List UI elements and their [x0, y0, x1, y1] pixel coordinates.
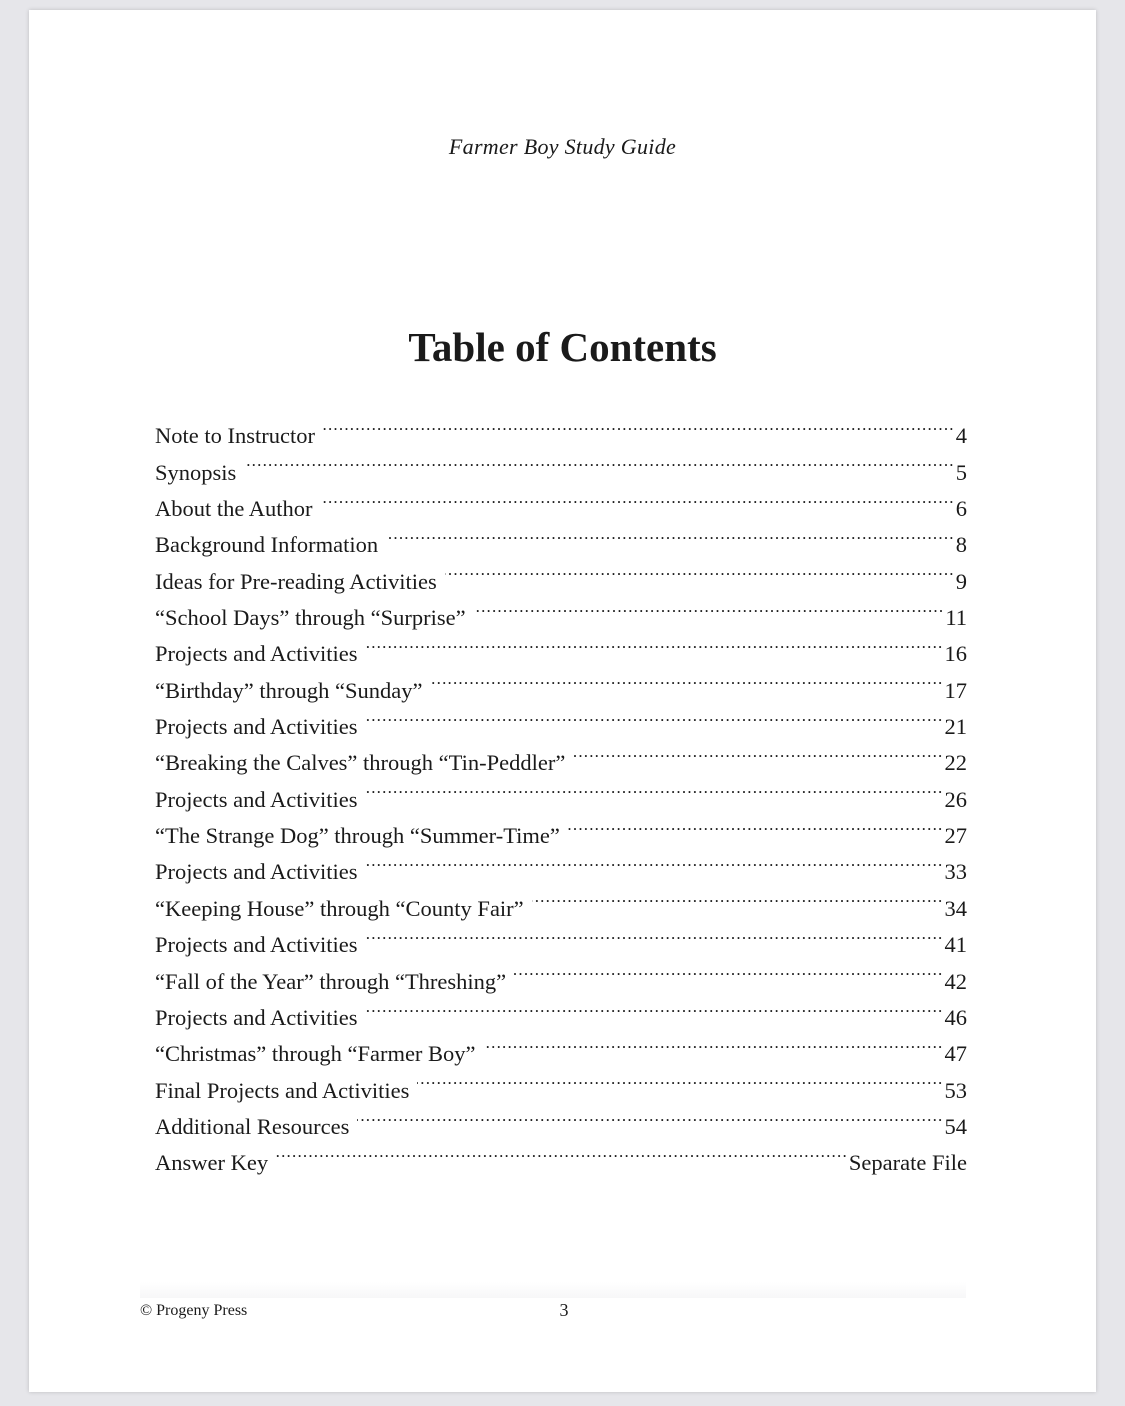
toc-leader-dots [445, 552, 955, 588]
toc-leader-dots [365, 770, 943, 806]
toc-entry [155, 1134, 967, 1176]
toc-entry-label: “Birthday” through “Sunday” [155, 677, 423, 703]
toc-entry-label: Synopsis [155, 459, 237, 485]
toc-entry-label: “Breaking the Calves” through “Tin-Peddler” [155, 750, 566, 776]
toc-entry-label: Projects and Activities [155, 641, 358, 667]
toc-leader-dots [365, 916, 943, 952]
toc-entry-page: 34 [944, 895, 967, 921]
toc-list [155, 407, 967, 1176]
page-title: Table of Contents [408, 324, 717, 370]
toc-entry-page: 42 [944, 968, 967, 994]
toc-entry [155, 407, 967, 449]
toc-leader-dots [244, 443, 954, 479]
document-page [29, 10, 1096, 1392]
toc-entry-page: Separate File [848, 1150, 967, 1176]
toc-entry-label: Answer Key [155, 1150, 269, 1176]
toc-entry-page: 17 [944, 677, 967, 703]
toc-entry-label: Projects and Activities [155, 786, 358, 812]
toc-entry-page: 6 [955, 496, 967, 522]
footer-divider [140, 1282, 966, 1298]
toc-entry-page: 22 [944, 750, 967, 776]
toc-entry-label: Final Projects and Activities [155, 1077, 410, 1103]
toc-leader-dots [276, 1134, 848, 1170]
toc-entry-page: 4 [955, 423, 967, 449]
toc-entry-page: 9 [955, 568, 967, 594]
footer-page-number: 3 [559, 1300, 569, 1320]
toc-entry-page: 47 [944, 1041, 967, 1067]
toc-entry-label: “Fall of the Year” through “Threshing” [155, 968, 507, 994]
toc-entry-page: 11 [945, 605, 967, 631]
toc-entry-page: 26 [944, 786, 967, 812]
toc-entry-page: 21 [944, 714, 967, 740]
toc-leader-dots [365, 698, 943, 734]
toc-entry [155, 480, 967, 522]
toc-entry-label: Background Information [155, 532, 379, 558]
toc-entry-label: Additional Resources [155, 1113, 350, 1139]
toc-leader-dots [365, 989, 943, 1025]
toc-entry-page: 41 [944, 932, 967, 958]
toc-leader-dots [474, 589, 945, 625]
toc-entry-page: 54 [944, 1113, 967, 1139]
toc-leader-dots [532, 879, 944, 915]
toc-entry-page: 53 [944, 1077, 967, 1103]
toc-entry-label: “School Days” through “Surprise” [155, 605, 466, 631]
footer-copyright: © Progeny Press [140, 1302, 248, 1319]
toc-entry-label: Projects and Activities [155, 859, 358, 885]
toc-entry-page: 8 [955, 532, 967, 558]
toc-leader-dots [568, 807, 944, 843]
toc-entry-label: “The Strange Dog” through “Summer-Time” [155, 823, 560, 849]
toc-entry-label: About the Author [155, 496, 313, 522]
toc-leader-dots [386, 516, 955, 552]
toc-entry-page: 33 [944, 859, 967, 885]
toc-leader-dots [365, 843, 943, 879]
toc-entry [155, 443, 967, 485]
toc-leader-dots [484, 1025, 944, 1061]
toc-entry-label: “Christmas” through “Farmer Boy” [155, 1041, 476, 1067]
toc-entry-page: 27 [944, 823, 967, 849]
toc-leader-dots [514, 952, 943, 988]
toc-leader-dots [323, 407, 955, 443]
toc-entry-label: Projects and Activities [155, 714, 358, 740]
toc-entry-label: Ideas for Pre-reading Activities [155, 568, 437, 594]
toc-entry-page: 16 [944, 641, 967, 667]
toc-leader-dots [573, 734, 943, 770]
toc-entry-page: 46 [944, 1004, 967, 1030]
toc-leader-dots [430, 661, 943, 697]
toc-entry-label: “Keeping House” through “County Fair” [155, 895, 524, 921]
toc-leader-dots [357, 1098, 943, 1134]
toc-entry-label: Projects and Activities [155, 1004, 358, 1030]
toc-entry-label: Note to Instructor [155, 423, 315, 449]
toc-entry-label: Projects and Activities [155, 932, 358, 958]
toc-leader-dots [417, 1061, 943, 1097]
running-head: Farmer Boy Study Guide [448, 134, 677, 159]
toc-leader-dots [321, 480, 955, 516]
toc-entry-page: 5 [955, 459, 967, 485]
toc-leader-dots [365, 625, 943, 661]
